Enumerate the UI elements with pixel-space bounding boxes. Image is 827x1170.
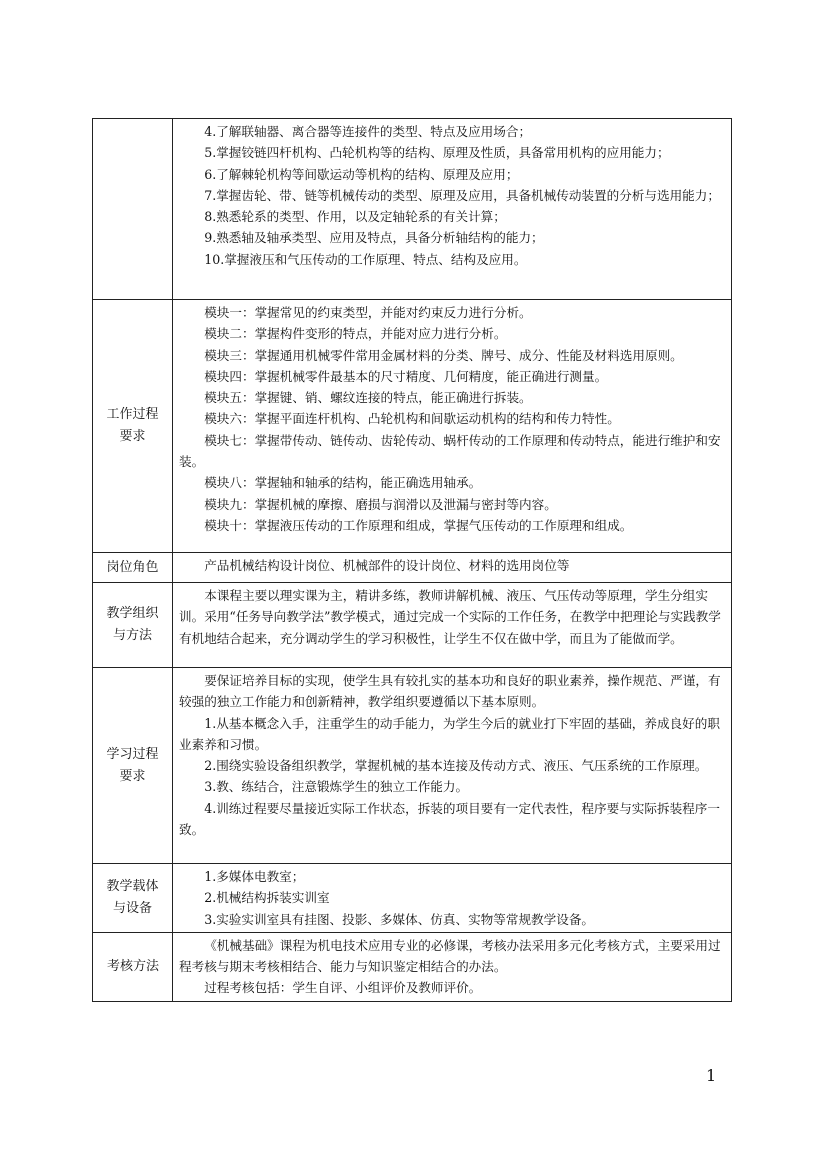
row-content-cell	[173, 668, 732, 864]
paragraph: 模块五：掌握键、销、螺纹连接的特点，能正确进行拆装。	[204, 390, 532, 406]
paragraph: 模块一：掌握常见的约束类型，并能对约束反力进行分析。	[204, 305, 532, 320]
paragraph: 模块二：掌握构件变形的特点，并能对应力进行分析。	[204, 326, 507, 342]
table-body	[93, 119, 732, 1002]
table-row	[93, 553, 732, 583]
row-label: 学习过程要求	[106, 746, 159, 784]
row-content-cell	[173, 864, 732, 933]
paragraph: 3.教、练结合，注意锻炼学生的独立工作能力。	[204, 779, 469, 795]
paragraph: 本课程主要以理实课为主，精讲多练，教师讲解机械、液压、气压传动等原理，学生分组实训。采用“任务导向教学法”教学模式，通过完成一个实际的工作任务，在教学中把理论与实践教学有机地结合起来，充分调动学生的学习积极性，让学生不仅在做中学，而且为了能做而学。	[179, 588, 721, 646]
paragraph: 模块六：掌握平面连杆机构、凸轮机构和间歇运动机构的结构和传力特性。	[204, 411, 620, 427]
paragraph: 1.从基本概念入手，注重学生的动手能力，为学生今后的就业打下牢固的基础，养成良好的职业素养和习惯。	[179, 715, 720, 752]
row-label-cell	[93, 932, 173, 1001]
row-label: 工作过程要求	[106, 407, 159, 444]
paragraph: 模块七：掌握带传动、链传动、齿轮传动、蜗杆传动的工作原理和传动特点，能进行维护和安装。	[179, 432, 721, 470]
row-label: 考核方法	[106, 958, 159, 974]
paragraph: 9.熟悉轴及轴承类型、应用及特点，具备分析轴结构的能力；	[204, 230, 544, 246]
row-content-cell	[173, 119, 732, 300]
table-row	[93, 119, 732, 300]
paragraph: 4.训练过程要尽量接近实际工作状态，拆装的项目要有一定代表性，程序要与实际拆装程序一致。	[179, 800, 720, 838]
paragraph: 3.实验实训室具有挂图、投影、多媒体、仿真、实物等常规教学设备。	[204, 911, 595, 927]
paragraph: 5.掌握铰链四杆机构、凸轮机构等的结构、原理及性质，具备常用机构的应用能力；	[204, 145, 670, 161]
row-content-cell	[173, 300, 732, 553]
course-table	[92, 118, 732, 1002]
table-row	[93, 864, 732, 933]
table-row	[93, 300, 732, 553]
paragraph: 模块十：掌握液压传动的工作原理和组成，掌握气压传动的工作原理和组成。	[204, 517, 633, 533]
row-label: 岗位角色	[106, 559, 159, 575]
row-content-cell	[173, 932, 732, 1001]
paragraph: 模块九：掌握机械的摩擦、磨损与润滑以及泄漏与密封等内容。	[204, 496, 557, 512]
row-label-cell	[93, 668, 173, 864]
page-number: 1	[706, 1066, 717, 1085]
row-label: 教学载体与设备	[106, 878, 159, 916]
paragraph: 《机械基础》课程为机电技术应用专业的必修课，考核办法采用多元化考核方式，主要采用过程考核与期末考核相结合、能力与知识鉴定相结合的办法。	[179, 937, 721, 975]
paragraph: 2.围绕实验设备组织教学，掌握机械的基本连接及传动方式、液压、气压系统的工作原理。	[204, 758, 708, 774]
paragraph: 产品机械结构设计岗位、机械部件的设计岗位、材料的选用岗位等	[204, 558, 570, 573]
table-row	[93, 932, 732, 1001]
paragraph: 7.掌握齿轮、带、链等机械传动的类型、原理及应用，具备机械传动装置的分析与选用能力；	[204, 187, 720, 203]
paragraph: 模块三：掌握通用机械零件常用金属材料的分类、牌号、成分、性能及材料选用原则。	[204, 347, 683, 363]
table-row	[93, 583, 732, 668]
row-label-cell	[93, 119, 173, 300]
paragraph: 10.掌握液压和气压传动的工作原理、特点、结构及应用。	[204, 251, 527, 267]
row-label: 教学组织与方法	[106, 606, 159, 643]
paragraph: 要保证培养目标的实现，使学生具有较扎实的基本功和良好的职业素养，操作规范、严谨，有较强的独立工作能力和创新精神，教学组织要遵循以下基本原则。	[179, 673, 721, 710]
row-content-cell	[173, 553, 732, 583]
paragraph: 模块八：掌握轴和轴承的结构，能正确选用轴承。	[204, 475, 482, 491]
paragraph: 4.了解联轴器、离合器等连接件的类型、特点及应用场合；	[204, 124, 532, 139]
paragraph: 过程考核包括：学生自评、小组评价及教师评价。	[204, 980, 482, 996]
paragraph: 模块四：掌握机械零件最基本的尺寸精度、几何精度，能正确进行测量。	[204, 368, 608, 384]
row-content-cell	[173, 583, 732, 668]
row-label-cell	[93, 864, 173, 933]
paragraph: 6.了解棘轮机构等间歇运动等机构的结构、原理及应用；	[204, 166, 519, 182]
row-label-cell	[93, 553, 173, 583]
paragraph: 8.熟悉轮系的类型、作用，以及定轴轮系的有关计算；	[204, 209, 506, 225]
row-label-cell	[93, 300, 173, 553]
paragraph: 1.多媒体电教室；	[204, 869, 305, 884]
row-label-cell	[93, 583, 173, 668]
paragraph: 2.机械结构拆装实训室	[204, 890, 330, 906]
table-row	[93, 668, 732, 864]
